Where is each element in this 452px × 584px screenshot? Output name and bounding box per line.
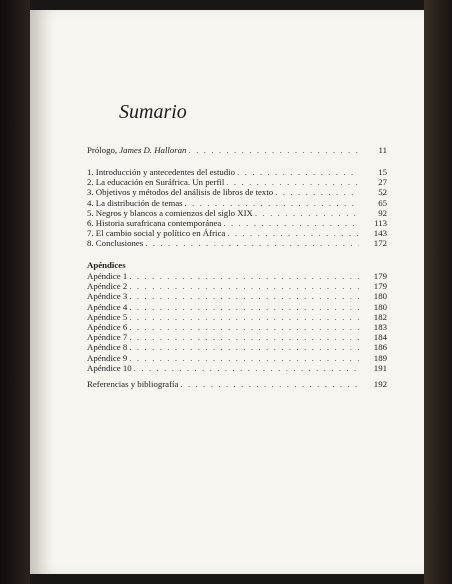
toc-row-chapter (87, 177, 387, 187)
background-right (424, 0, 452, 584)
toc-page-number: 192 (373, 379, 387, 389)
leader-dots (275, 187, 359, 197)
toc-page-number: 65 (378, 197, 387, 208)
toc-page-number: 27 (378, 177, 387, 188)
toc-chapters-block (87, 167, 387, 249)
toc-row-appendix (87, 363, 387, 373)
toc-row-appendix (87, 353, 387, 363)
toc-page-number: 189 (373, 352, 387, 363)
leader-dots (223, 218, 359, 228)
toc-row-chapter (87, 238, 387, 248)
toc-label: 4. La distribución de temas (87, 197, 183, 208)
toc-page-number: 183 (373, 321, 387, 332)
toc-label: Referencias y bibliografía (87, 379, 179, 389)
toc-label: Apéndice 5 (87, 311, 128, 322)
toc-label: Apéndice 7 (87, 332, 128, 343)
toc-row-appendix (87, 332, 387, 342)
toc-page-number: 143 (373, 228, 387, 239)
leader-dots (129, 271, 359, 281)
toc-label: 7. El cambio social y político en África (87, 228, 226, 239)
toc-label: 5. Negros y blancos a comienzos del siglo XIX (87, 207, 253, 218)
leader-dots (129, 281, 359, 291)
toc-row-chapter (87, 167, 387, 177)
toc-row-appendix (87, 291, 387, 301)
toc-label: Apéndice 9 (87, 352, 128, 363)
toc-references-block (87, 379, 387, 389)
toc-label: 8. Conclusiones (87, 238, 144, 249)
toc-label: Apéndice 3 (87, 291, 128, 302)
toc-row-appendix (87, 322, 387, 332)
toc-page-number: 15 (378, 167, 387, 177)
leader-dots (145, 238, 359, 248)
toc-label (87, 145, 186, 155)
toc-page-number: 113 (374, 217, 387, 228)
leader-dots (129, 332, 359, 342)
toc-row-chapter (87, 228, 387, 238)
toc-row-appendix (87, 312, 387, 322)
toc-row-chapter (87, 208, 387, 218)
toc-page-number: 182 (373, 311, 387, 322)
toc-page-number: 180 (373, 291, 387, 302)
toc-row-appendix (87, 271, 387, 281)
prologue-author: James D. Halloran (119, 145, 187, 155)
toc-row-appendix (87, 342, 387, 352)
leader-dots (185, 198, 359, 208)
leader-dots (129, 353, 359, 363)
leader-dots (180, 379, 359, 389)
toc-label: Apéndice 1 (87, 271, 128, 281)
toc-label: Apéndice 2 (87, 281, 128, 292)
spine-shadow (30, 10, 54, 574)
toc-label: Apéndice 8 (87, 342, 128, 353)
leader-dots (129, 291, 359, 301)
toc-page-number: 191 (373, 362, 387, 373)
toc-page-number: 184 (373, 332, 387, 343)
leader-dots (237, 167, 359, 177)
toc-row-references (87, 379, 387, 389)
page-title: Sumario (119, 101, 187, 123)
toc-page-number: 172 (373, 238, 387, 249)
leader-dots (129, 342, 359, 352)
toc-page-number: 92 (378, 207, 387, 218)
toc-row-prologue (87, 145, 387, 155)
toc-label: 3. Objetivos y métodos del análisis de libros de texto (87, 187, 274, 198)
leader-dots (188, 145, 359, 155)
leader-dots (129, 302, 359, 312)
toc-row-appendix (87, 302, 387, 312)
toc-prologue-block (87, 145, 387, 155)
toc-label: Apéndice 4 (87, 301, 128, 312)
background-left (0, 0, 30, 584)
toc-row-chapter (87, 187, 387, 197)
toc-page-number: 11 (378, 145, 387, 155)
toc-label: Apéndice 6 (87, 321, 128, 332)
book-page (30, 10, 424, 574)
leader-dots (227, 228, 359, 238)
leader-dots (129, 312, 359, 322)
toc-page-number: 180 (373, 301, 387, 312)
toc-label: Apéndice 10 (87, 362, 132, 373)
toc-appendices-block (87, 260, 387, 373)
toc-page-number: 179 (373, 271, 387, 281)
toc-label: 2. La educación en Suráfrica. Un perfil (87, 177, 225, 188)
leader-dots (255, 208, 359, 218)
toc-page-number: 179 (373, 281, 387, 292)
prologue-prefix: Prólogo, (87, 145, 120, 155)
toc-page-number: 186 (373, 342, 387, 353)
appendices-heading: Apéndices (87, 260, 126, 270)
toc-label: 6. Historia surafricana contemporánea (87, 217, 222, 228)
toc-page-number: 52 (378, 187, 387, 198)
toc-row-chapter (87, 198, 387, 208)
leader-dots (134, 363, 359, 373)
leader-dots (226, 177, 359, 187)
leader-dots (129, 322, 359, 332)
toc-label: 1. Introducción y antecedentes del estudio (87, 167, 236, 177)
toc-row-appendix (87, 281, 387, 291)
toc-row-chapter (87, 218, 387, 228)
